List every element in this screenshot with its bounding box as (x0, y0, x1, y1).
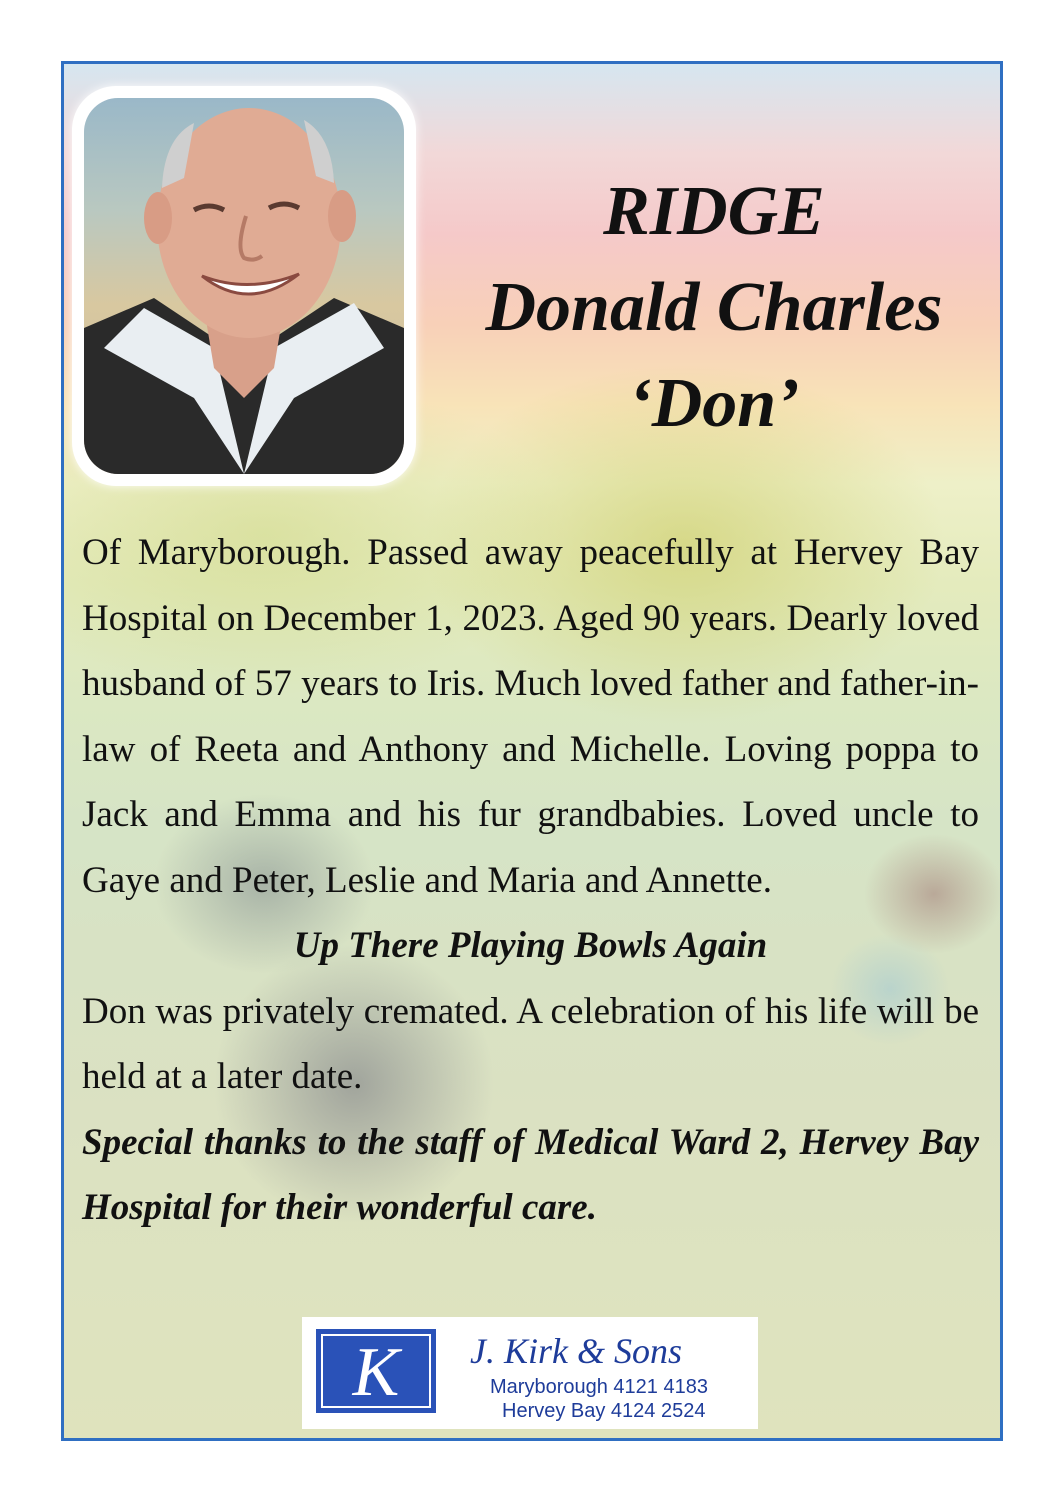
portrait-photo (84, 98, 404, 474)
thanks-paragraph: Special thanks to the staff of Medical Ward 2, Hervey Bay Hospital for their wonderful care. (82, 1121, 979, 1228)
name-heading (434, 164, 994, 452)
notice-frame (61, 61, 1003, 1441)
motto: Up There Playing Bowls Again (293, 925, 768, 966)
nickname: ‘Don’ (628, 365, 800, 442)
portrait-illustration (84, 98, 404, 474)
phone-maryborough: Maryborough 4121 4183 (490, 1376, 708, 1398)
funeral-director-logo (302, 1317, 758, 1429)
monogram-letter: K (352, 1334, 400, 1411)
firm-name: J. Kirk & Sons (470, 1331, 682, 1371)
notice-body (82, 520, 979, 1241)
kirk-monogram-icon (316, 1329, 436, 1413)
obituary-paragraph: Of Maryborough. Passed away peacefully at Hervey Bay Hospital on December 1, 2023. Aged 90 years. Dearly loved husband of 57 years to Iris. Much loved father and father-in-law of Reeta and Anthony and Michelle. Loving poppa to Jack and Emma and his fur grandbabies. Loved uncle to Gaye and Peter, Leslie and Maria and Annette. (82, 532, 979, 901)
surname: RIDGE (603, 173, 825, 250)
given-names: Donald Charles (485, 269, 943, 346)
phone-hervey-bay: Hervey Bay 4124 2524 (502, 1400, 706, 1422)
service-paragraph: Don was privately cremated. A celebration of his life will be held at a later date. (82, 990, 979, 1097)
photo-frame (72, 86, 416, 486)
